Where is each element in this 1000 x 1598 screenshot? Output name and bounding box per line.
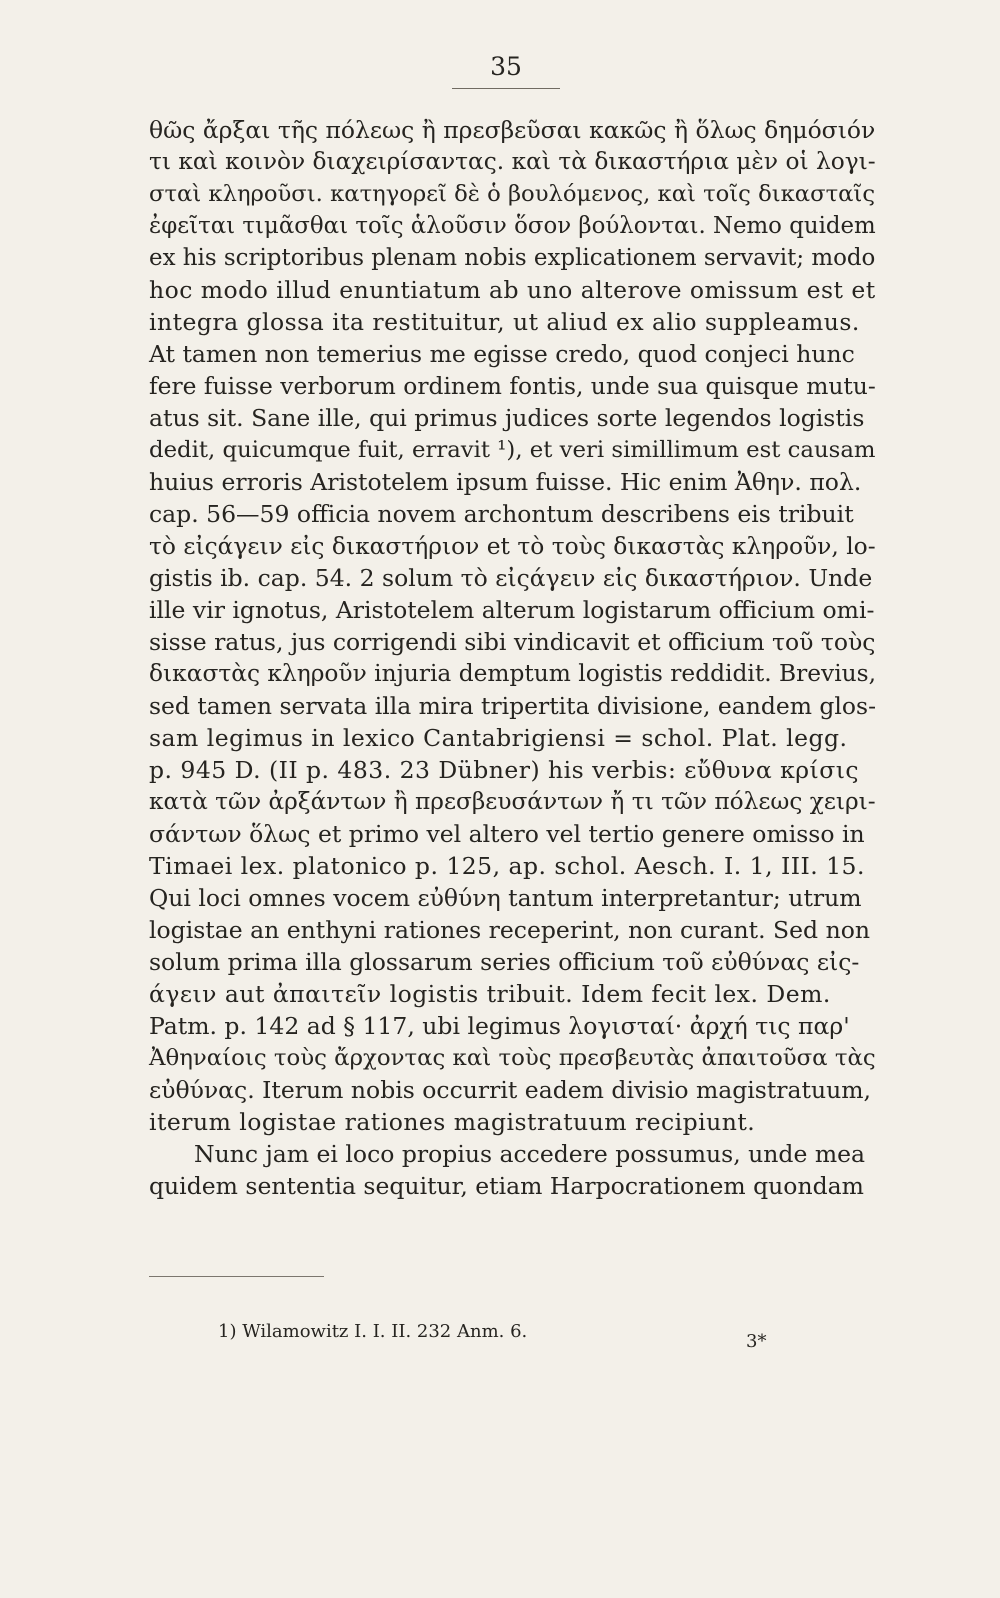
text-line-21: p. 945 D. (II p. 483. 23 Dübner) his verbis: εὔθυνα κρίσις <box>149 756 860 784</box>
text-line-15: gistis ib. cap. 54. 2 solum τὸ εἰςάγειν εἰς δικαστήριον. Unde <box>149 564 873 592</box>
text-line-05: ex his scriptoribus plenam nobis explicationem servavit; modo <box>149 245 876 271</box>
text-line-28: άγειν aut ἀπαιτεῖν logistis tribuit. Idem fecit lex. Dem. <box>149 980 831 1008</box>
text-line-07: integra glossa ita restituitur, ut aliud ex alio suppleamus. <box>149 308 860 336</box>
page-number-rule <box>452 88 560 89</box>
text-line-34: quidem sententia sequitur, etiam Harpocrationem quondam <box>149 1172 864 1200</box>
text-line-25: Qui loci omnes vocem εὐθύνη tantum interpretantur; utrum <box>149 884 862 912</box>
text-line-14: τὸ εἰςάγειν εἰς δικαστήριον et τὸ τοὺς δικαστὰς κληροῦν, lo- <box>149 532 876 560</box>
text-line-31: εὐθύνας. Iterum nobis occurrit eadem divisio magistratuum, <box>149 1076 872 1104</box>
text-line-13: cap. 56—59 officia novem archontum describens eis tribuit <box>149 500 854 528</box>
page-number: 35 <box>490 52 522 81</box>
text-line-18: δικαστὰς κληροῦν injuria demptum logistis reddidit. Brevius, <box>149 660 877 687</box>
text-line-26: logistae an enthyni rationes receperint, non curant. Sed non <box>149 916 870 944</box>
signature-mark: 3* <box>746 1331 767 1352</box>
text-line-20: sam legimus in lexico Cantabrigiensi = schol. Plat. legg. <box>149 724 848 752</box>
text-line-04: ἐφεῖται τιμᾶσθαι τοῖς ἁλοῦσιν ὅσον βούλονται. Nemo quidem <box>149 213 876 239</box>
text-line-33: Nunc jam ei loco propius accedere possumus, unde mea <box>194 1140 866 1168</box>
footnote: 1) Wilamowitz I. I. II. 232 Anm. 6. <box>218 1321 528 1342</box>
text-line-10: atus sit. Sane ille, qui primus judices sorte legendos logistis <box>149 404 865 432</box>
text-line-12: huius erroris Aristotelem ipsum fuisse. Hic enim Ἀθην. πολ. <box>149 468 862 496</box>
text-line-19: sed tamen servata illa mira tripertita divisione, eandem glos- <box>149 692 877 720</box>
text-line-24: Timaei lex. platonico p. 125, ap. schol. Aesch. I. 1, III. 15. <box>149 852 865 880</box>
text-line-08: At tamen non temerius me egisse credo, quod conjeci hunc <box>149 340 855 368</box>
text-line-29: Patm. p. 142 ad § 117, ubi legimus λογισταί· ἀρχή τις παρ' <box>149 1012 850 1040</box>
text-line-09: fere fuisse verborum ordinem fontis, unde sua quisque mutu- <box>149 372 876 400</box>
text-line-32: iterum logistae rationes magistratuum recipiunt. <box>149 1108 756 1136</box>
text-line-11: dedit, quicumque fuit, erravit ¹), et veri simillimum est causam <box>149 437 876 463</box>
text-line-17: sisse ratus, jus corrigendi sibi vindicavit et officium τοῦ τοὺς <box>149 628 876 656</box>
footnote-rule <box>149 1276 324 1277</box>
text-line-01: θῶς ἄρξαι τῆς πόλεως ἢ πρεσβεῦσαι κακῶς ἢ ὅλως δημόσιόν <box>149 116 876 144</box>
text-line-23: σάντων ὅλως et primo vel altero vel tertio genere omisso in <box>149 820 865 848</box>
text-line-16: ille vir ignotus, Aristotelem alterum logistarum officium omi- <box>149 596 875 624</box>
text-line-30: Ἀθηναίοις τοὺς ἄρχοντας καὶ τοὺς πρεσβευτὰς ἀπαιτοῦσα τὰς <box>149 1045 876 1071</box>
text-line-06: hoc modo illud enuntiatum ab uno alterove omissum est et <box>149 276 876 304</box>
text-line-27: solum prima illa glossarum series officium τοῦ εὐθύνας εἰς- <box>149 948 860 976</box>
text-line-02: τι καὶ κοινὸν διαχειρίσαντας. καὶ τὰ δικαστήρια μὲν οἱ λογι- <box>149 148 876 175</box>
text-line-03: σταὶ κληροῦσι. κατηγορεῖ δὲ ὁ βουλόμενος, καὶ τοῖς δικασταῖς <box>149 181 876 207</box>
text-line-22: κατὰ τῶν ἀρξάντων ἢ πρεσβευσάντων ἤ τι τῶν πόλεως χειρι- <box>149 788 876 815</box>
